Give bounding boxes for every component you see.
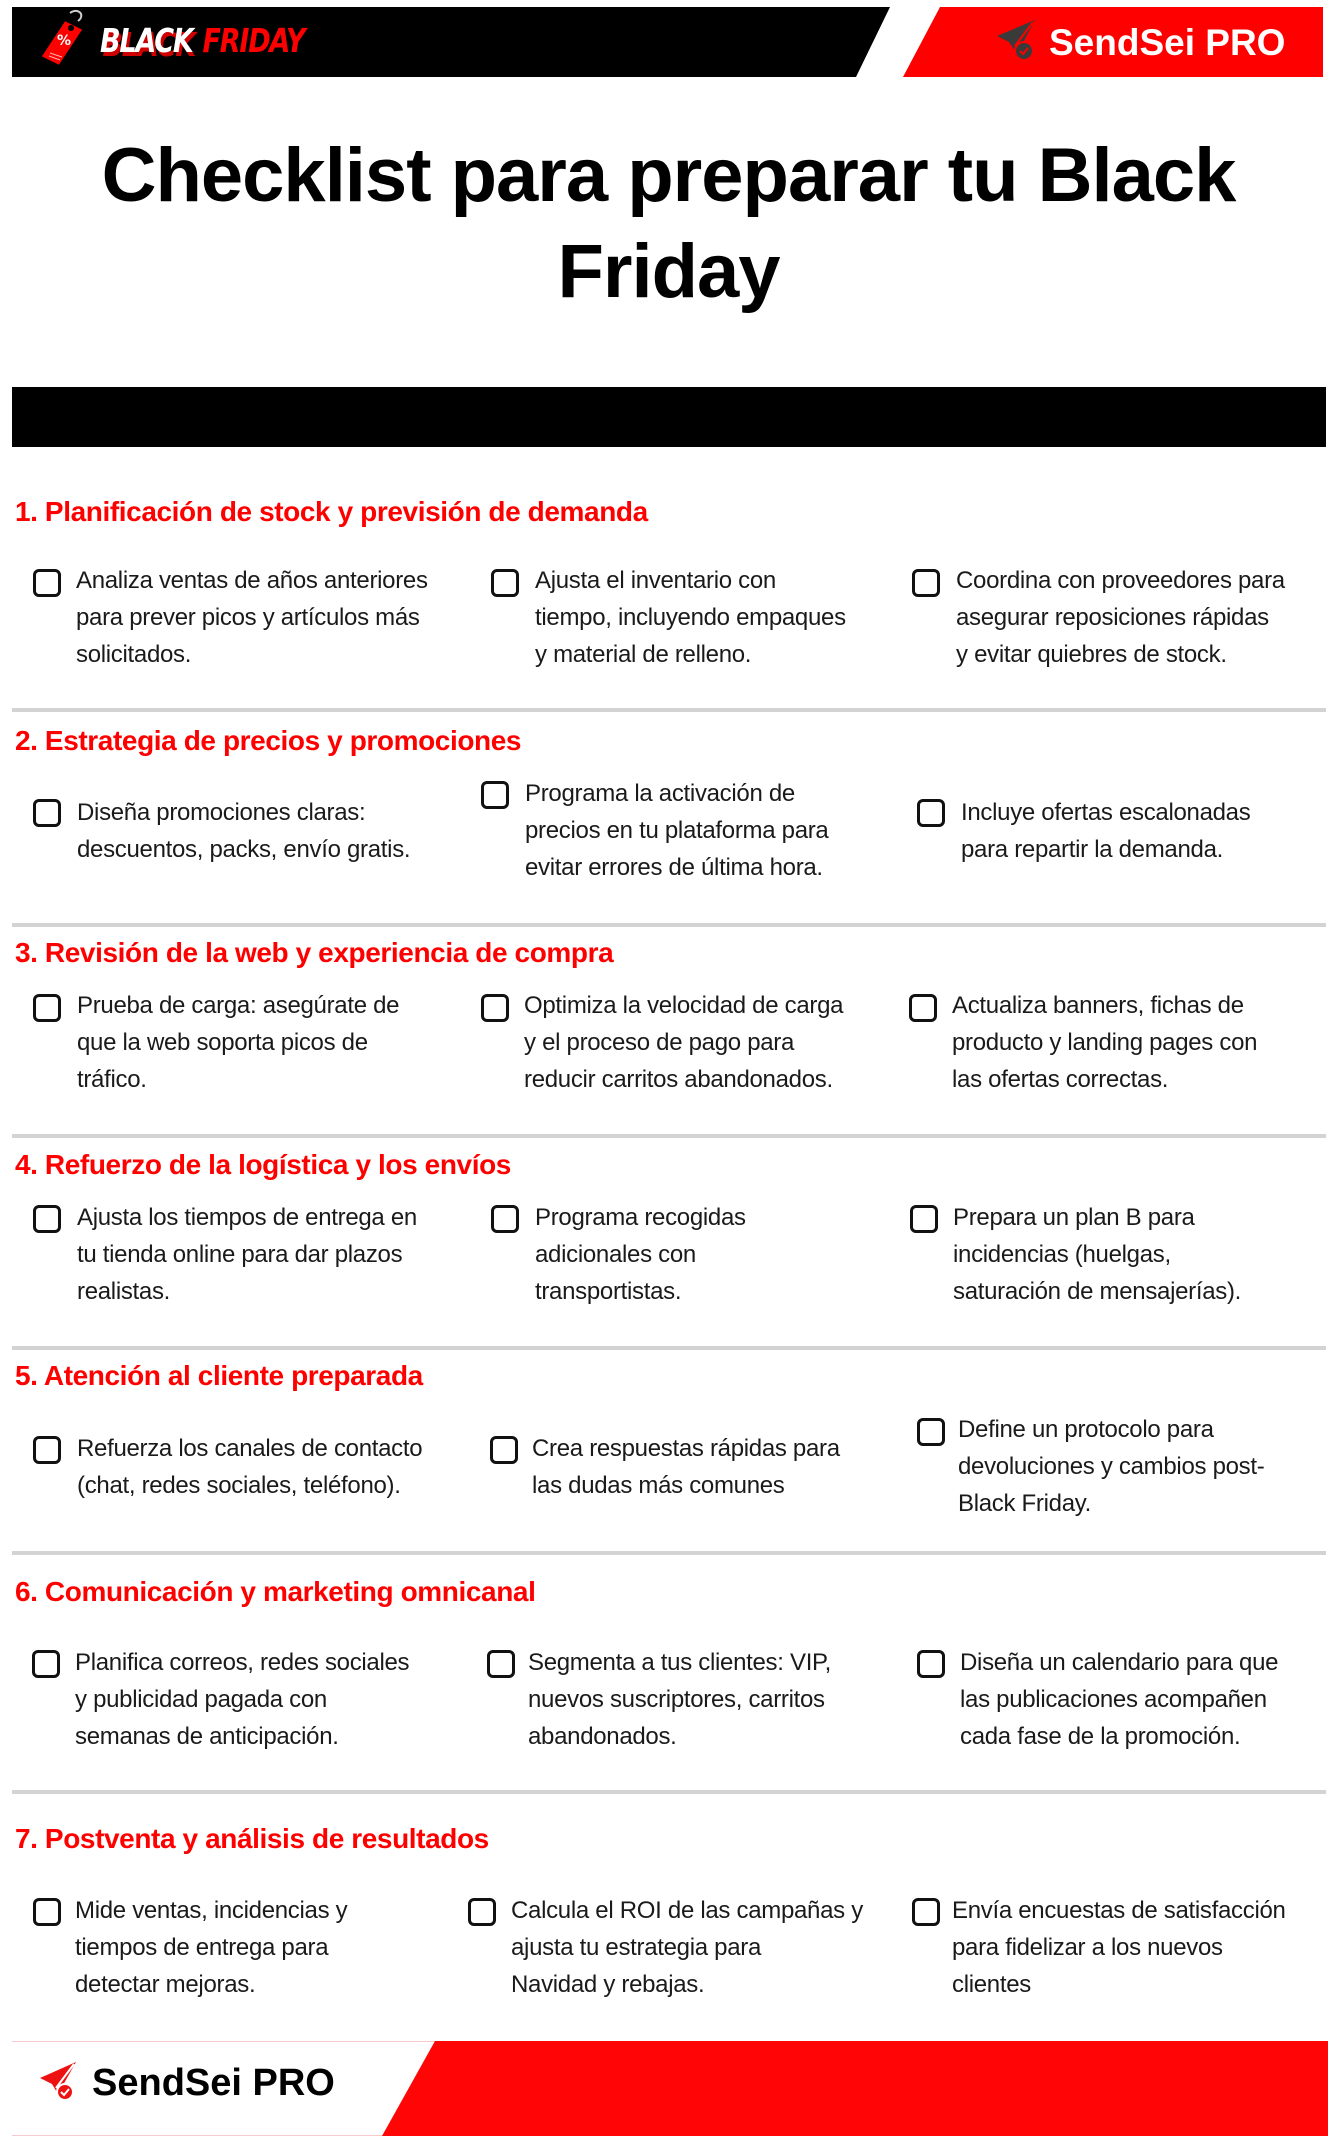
item-2-1: Diseña promociones claras: descuentos, packs, envío gratis. <box>77 799 411 863</box>
checkbox-5-1[interactable] <box>33 1436 61 1464</box>
sendsei-footer-text: SendSei PRO <box>92 2062 335 2104</box>
black-word: BLACK <box>100 20 193 60</box>
checkbox-7-2[interactable] <box>468 1898 496 1926</box>
section-divider <box>12 708 1326 712</box>
sendsei-header-text: SendSei PRO <box>1049 21 1286 63</box>
section-4-heading: 4. Refuerzo de la logística y los envíos <box>15 1149 511 1180</box>
item-1-3: Coordina con proveedores para asegurar reposiciones rápidas y evitar quiebres de stock. <box>956 567 1285 668</box>
paper-plane-check-icon <box>995 18 1037 67</box>
item-4-2: Programa recogidas adicionales con transportistas. <box>535 1204 746 1305</box>
checkbox-1-3[interactable] <box>912 569 940 597</box>
item-5-3: Define un protocolo para devoluciones y cambios post- Black Friday. <box>958 1416 1265 1517</box>
footer-red-band <box>382 2041 1328 2136</box>
item-6-3: Diseña un calendario para que las publicaciones acompañen cada fase de la promoción. <box>960 1649 1279 1750</box>
page-title-line-1: Checklist para preparar tu Black <box>101 133 1236 218</box>
item-5-1: Refuerza los canales de contacto (chat, redes sociales, teléfono). <box>77 1435 423 1499</box>
sendsei-header-logo <box>995 18 1285 67</box>
section-divider <box>12 923 1326 927</box>
checkbox-6-1[interactable] <box>32 1650 60 1678</box>
price-tag-icon <box>40 9 90 72</box>
item-2-2: Programa la activación de precios en tu plataforma para evitar errores de última hora. <box>525 780 829 881</box>
page-title <box>0 128 1337 320</box>
item-1-1: Analiza ventas de años anteriores para prever picos y artículos más solicitados. <box>76 567 428 668</box>
checkbox-1-2[interactable] <box>491 569 519 597</box>
checkbox-4-1[interactable] <box>33 1205 61 1233</box>
title-black-bar <box>12 387 1326 447</box>
item-1-2: Ajusta el inventario con tiempo, incluyendo empaques y material de relleno. <box>535 567 846 668</box>
section-7-heading: 7. Postventa y análisis de resultados <box>15 1823 489 1854</box>
black-friday-wordmark <box>100 21 304 60</box>
section-divider <box>12 1134 1326 1138</box>
item-4-1: Ajusta los tiempos de entrega en tu tienda online para dar plazos realistas. <box>77 1204 417 1305</box>
item-7-3: Envía encuestas de satisfacción para fidelizar a los nuevos clientes <box>952 1897 1286 1998</box>
item-6-2: Segmenta a tus clientes: VIP, nuevos suscriptores, carritos abandonados. <box>528 1649 832 1750</box>
item-7-2: Calcula el ROI de las campañas y ajusta tu estrategia para Navidad y rebajas. <box>511 1897 863 1998</box>
checkbox-1-1[interactable] <box>33 569 61 597</box>
checkbox-7-3[interactable] <box>912 1898 940 1926</box>
checkbox-6-3[interactable] <box>917 1650 945 1678</box>
item-6-1: Planifica correos, redes sociales y publicidad pagada con semanas de anticipación. <box>75 1649 410 1750</box>
checkbox-5-3[interactable] <box>917 1418 945 1446</box>
friday-word: FRIDAY <box>202 20 305 60</box>
item-3-3: Actualiza banners, fichas de producto y landing pages con las ofertas correctas. <box>952 992 1258 1093</box>
item-3-1: Prueba de carga: asegúrate de que la web soporta picos de tráfico. <box>77 992 400 1093</box>
section-2-heading: 2. Estrategia de precios y promociones <box>15 725 522 756</box>
checkbox-2-3[interactable] <box>917 799 945 827</box>
item-7-1: Mide ventas, incidencias y tiempos de entrega para detectar mejoras. <box>75 1897 348 1998</box>
section-5-heading: 5. Atención al cliente preparada <box>15 1360 423 1391</box>
sendsei-footer-logo <box>38 2060 335 2107</box>
checkbox-6-2[interactable] <box>487 1650 515 1678</box>
checkbox-2-1[interactable] <box>33 799 61 827</box>
checkbox-5-2[interactable] <box>490 1436 518 1464</box>
item-5-2: Crea respuestas rápidas para las dudas más comunes <box>532 1435 840 1499</box>
item-2-3: Incluye ofertas escalonadas para repartir la demanda. <box>961 799 1251 863</box>
item-4-3: Prepara un plan B para incidencias (huelgas, saturación de mensajerías). <box>953 1204 1242 1305</box>
checkbox-4-3[interactable] <box>910 1205 938 1233</box>
checkbox-3-1[interactable] <box>33 994 61 1022</box>
checkbox-4-2[interactable] <box>491 1205 519 1233</box>
black-friday-logo <box>40 10 349 70</box>
section-divider <box>12 1346 1326 1350</box>
paper-plane-check-icon <box>38 2060 80 2107</box>
item-3-2: Optimiza la velocidad de carga y el proceso de pago para reducir carritos abandonados. <box>524 992 844 1093</box>
section-1-heading: 1. Planificación de stock y previsión de demanda <box>15 496 648 527</box>
checkbox-3-3[interactable] <box>909 994 937 1022</box>
section-divider <box>12 1551 1326 1555</box>
section-6-heading: 6. Comunicación y marketing omnicanal <box>15 1576 536 1607</box>
svg-text:%: % <box>57 32 72 49</box>
checkbox-2-2[interactable] <box>481 781 509 809</box>
page-title-line-2: Friday <box>557 229 780 314</box>
section-3-heading: 3. Revisión de la web y experiencia de compra <box>15 937 614 968</box>
checkbox-7-1[interactable] <box>33 1898 61 1926</box>
section-divider <box>12 1790 1326 1794</box>
checkbox-3-2[interactable] <box>481 994 509 1022</box>
